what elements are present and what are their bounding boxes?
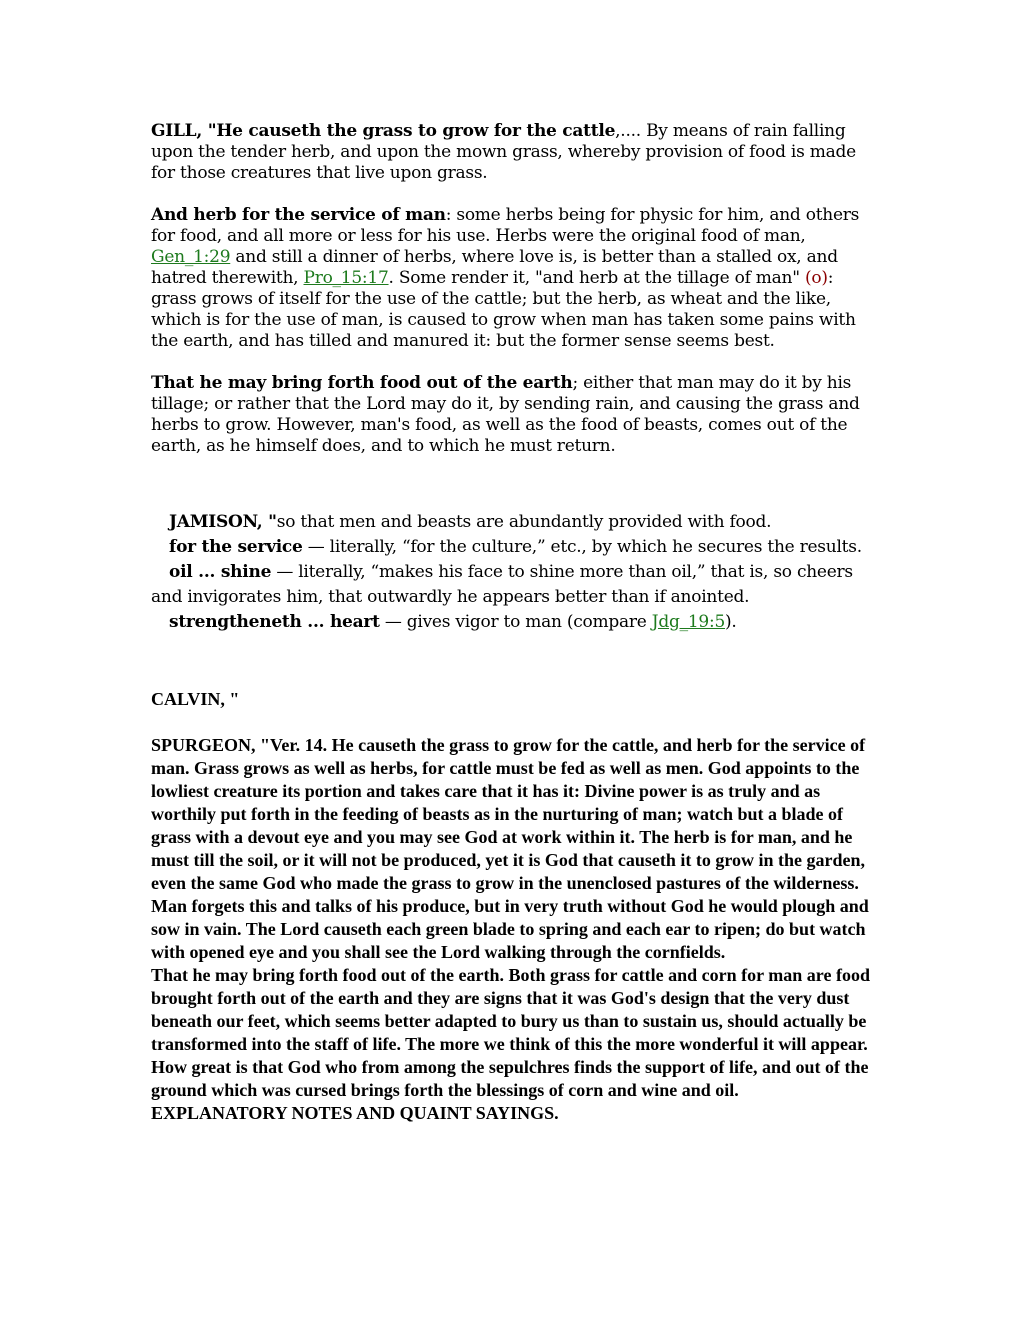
jamison-term: oil ... shine (169, 562, 272, 582)
gill-paragraph-2 (151, 205, 879, 352)
spurgeon-paragraph-3: EXPLANATORY NOTES AND QUAINT SAYINGS. (151, 1103, 559, 1123)
spurgeon-paragraph-2: That he may bring forth food out of the earth. Both grass for cattle and corn for man are food brought forth out of the earth and they are signs that it was God's design that the very dust beneath our feet, which seems better adapted to bury us than to sustain us, should actually be transformed into the staff of life. The more we think of this the more wonderful it will appear. How great is that God who from among the sepulchres finds the support of life, and out of the ground which was cursed brings forth the blessings of corn and wine and oil. (151, 965, 870, 1100)
jamison-text: — literally, “for the culture,” etc., by which he secures the results. (302, 537, 862, 557)
ref-link-gen[interactable]: Gen_1:29 (151, 247, 231, 267)
jamison-term: for the service (169, 537, 303, 557)
ref-link-pro[interactable]: Pro_15:17 (303, 268, 389, 288)
spurgeon-commentary (151, 734, 879, 1125)
jamison-heading: JAMISON, " (169, 512, 277, 532)
document-page (151, 121, 879, 1125)
jamison-text: — literally, “makes his face to shine more than oil,” that is, so cheers and invigorates him, that outwardly he appears better than if anointed. (151, 562, 853, 607)
jamison-text: so that men and beasts are abundantly provided with food. (276, 512, 772, 532)
gill-text: ; either that man may do it by his tillage; or rather that the Lord may do it, by sending rain, and causing the grass and herbs to grow. However, man's food, as well as the food of beasts, comes out of the earth, as he himself does, and to which he must return. (151, 373, 860, 456)
gill-subheading: That he may bring forth food out of the earth (151, 373, 573, 393)
gill-subheading: And herb for the service of man (151, 205, 446, 225)
footnote-marker: (o) (804, 268, 828, 288)
jamison-line-1 (151, 510, 879, 535)
jamison-line-2 (151, 535, 879, 560)
gill-paragraph-1 (151, 121, 879, 184)
gill-text: and still a dinner of herbs, where love is, is better than a stalled ox, and hatred therewith, (151, 247, 838, 288)
calvin-heading: CALVIN, " (151, 689, 240, 709)
jamison-text: — gives vigor to man (compare (379, 612, 652, 632)
spurgeon-paragraph-1: SPURGEON, "Ver. 14. He causeth the grass to grow for the cattle, and herb for the service of man. Grass grows as well as herbs, for cattle must be fed as well as men. God appoints to the lowliest creature its portion and takes care that it has it: Divine power is as truly and as worthily put forth in the feeding of beasts as in the nurturing of man; watch but a blade of grass with a devout eye and you may see God at work within it. The herb is for man, and he must till the soil, or it will not be produced, yet it is God that causeth it to grow in the garden, even the same God who made the grass to grow in the unenclosed pastures of the wilderness. Man forgets this and talks of his produce, but in very truth without God he would plough and sow in vain. The Lord causeth each green blade to spring and each ear to ripen; do but watch with opened eye and you shall see the Lord walking through the cornfields. (151, 735, 869, 962)
gill-heading: GILL, "He causeth the grass to grow for the cattle (151, 121, 616, 141)
jamison-text: ). (725, 612, 737, 632)
gill-paragraph-3 (151, 373, 879, 457)
gill-commentary (151, 121, 879, 457)
jamison-line-4 (151, 610, 879, 635)
jamison-commentary (151, 510, 879, 635)
jamison-line-3 (151, 560, 879, 610)
gill-text: ,.... By means of rain falling upon the tender herb, and upon the mown grass, whereby provision of food is made for those creatures that live upon grass. (151, 121, 856, 183)
gill-text: : some herbs being for physic for him, and others for food, and all more or less for his use. Herbs were the original food of man, (151, 205, 860, 246)
jamison-term: strengtheneth ... heart (169, 612, 380, 632)
ref-link-jdg[interactable]: Jdg_19:5 (651, 612, 726, 632)
gill-text: . Some render it, "and herb at the tillage of man" (388, 268, 805, 288)
gill-text: : grass grows of itself for the use of the cattle; but the herb, as wheat and the like, which is for the use of man, is caused to grow when man has taken some pains with the earth, and has tilled and manured it: but the former sense seems best. (151, 268, 856, 351)
